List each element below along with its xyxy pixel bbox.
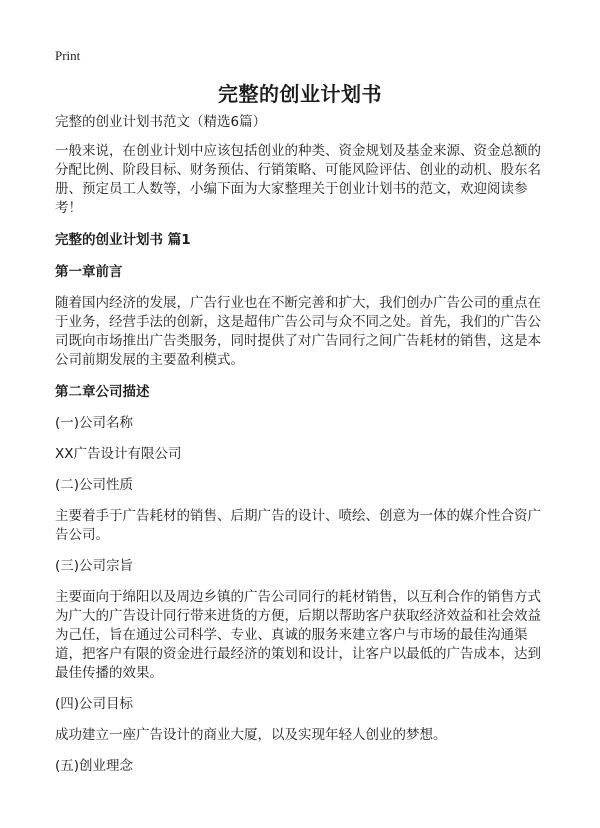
company-goal-label: (四)公司目标 <box>55 696 134 712</box>
page-title: 完整的创业计划书 <box>218 82 382 106</box>
company-nature-label: (二)公司性质 <box>55 477 134 493</box>
intro-paragraph: 一般来说，在创业计划中应该包括创业的种类、资金规划及基金来源、资金总额的分配比例、阶段目标、财务预估、行销策略、可能风险评估、创业的动机、股东名册、预定员工人数等，小编下面为大家整理关于创业计划书的范文，欢迎阅读参考！ <box>55 143 541 216</box>
company-purpose-body: 主要面向于绵阳以及周边乡镇的广告公司同行的耗材销售，以互利合作的销售方式为广大的广告设计同行带来进货的方便，后期以帮助客户获取经济效益和社会效益为己任，旨在通过公司科学、专业、真诚的服务来建立客户与市场的最佳沟通渠道，把客户有限的资金进行最经济的策划和设计，让客户以最低的广告成本，达到最佳传播的效果。 <box>55 589 541 681</box>
company-nature-body: 主要着手于广告耗材的销售、后期广告的设计、喷绘、创意为一体的媒介性合资广告公司。 <box>55 508 541 543</box>
company-purpose-label: (三)公司宗旨 <box>55 558 134 574</box>
print-link[interactable]: Print <box>55 48 81 63</box>
chapter-2-heading: 第二章公司描述 <box>55 384 150 400</box>
section-title: 完整的创业计划书 篇1 <box>55 232 191 248</box>
document-body <box>55 112 547 788</box>
chapter-1-heading: 第一章前言 <box>55 264 123 280</box>
company-name-value: XX广告设计有限公司 <box>55 446 182 462</box>
business-philosophy-label: (五)创业理念 <box>55 758 134 774</box>
chapter-1-body: 随着国内经济的发展，广告行业也在不断完善和扩大，我们创办广告公司的重点在于业务，经营手法的创新，这是超伟广告公司与众不同之处。首先，我们的广告公司既向市场推出广告类服务，同时提供了对广告同行之间广告耗材的销售，这是本公司前期发展的主要盈利模式。 <box>55 295 541 368</box>
company-name-label: (一)公司名称 <box>55 415 134 431</box>
document-subtitle: 完整的创业计划书范文（精选6篇） <box>55 114 267 130</box>
company-goal-body: 成功建立一座广告设计的商业大厦，以及实现年轻人创业的梦想。 <box>55 727 447 743</box>
